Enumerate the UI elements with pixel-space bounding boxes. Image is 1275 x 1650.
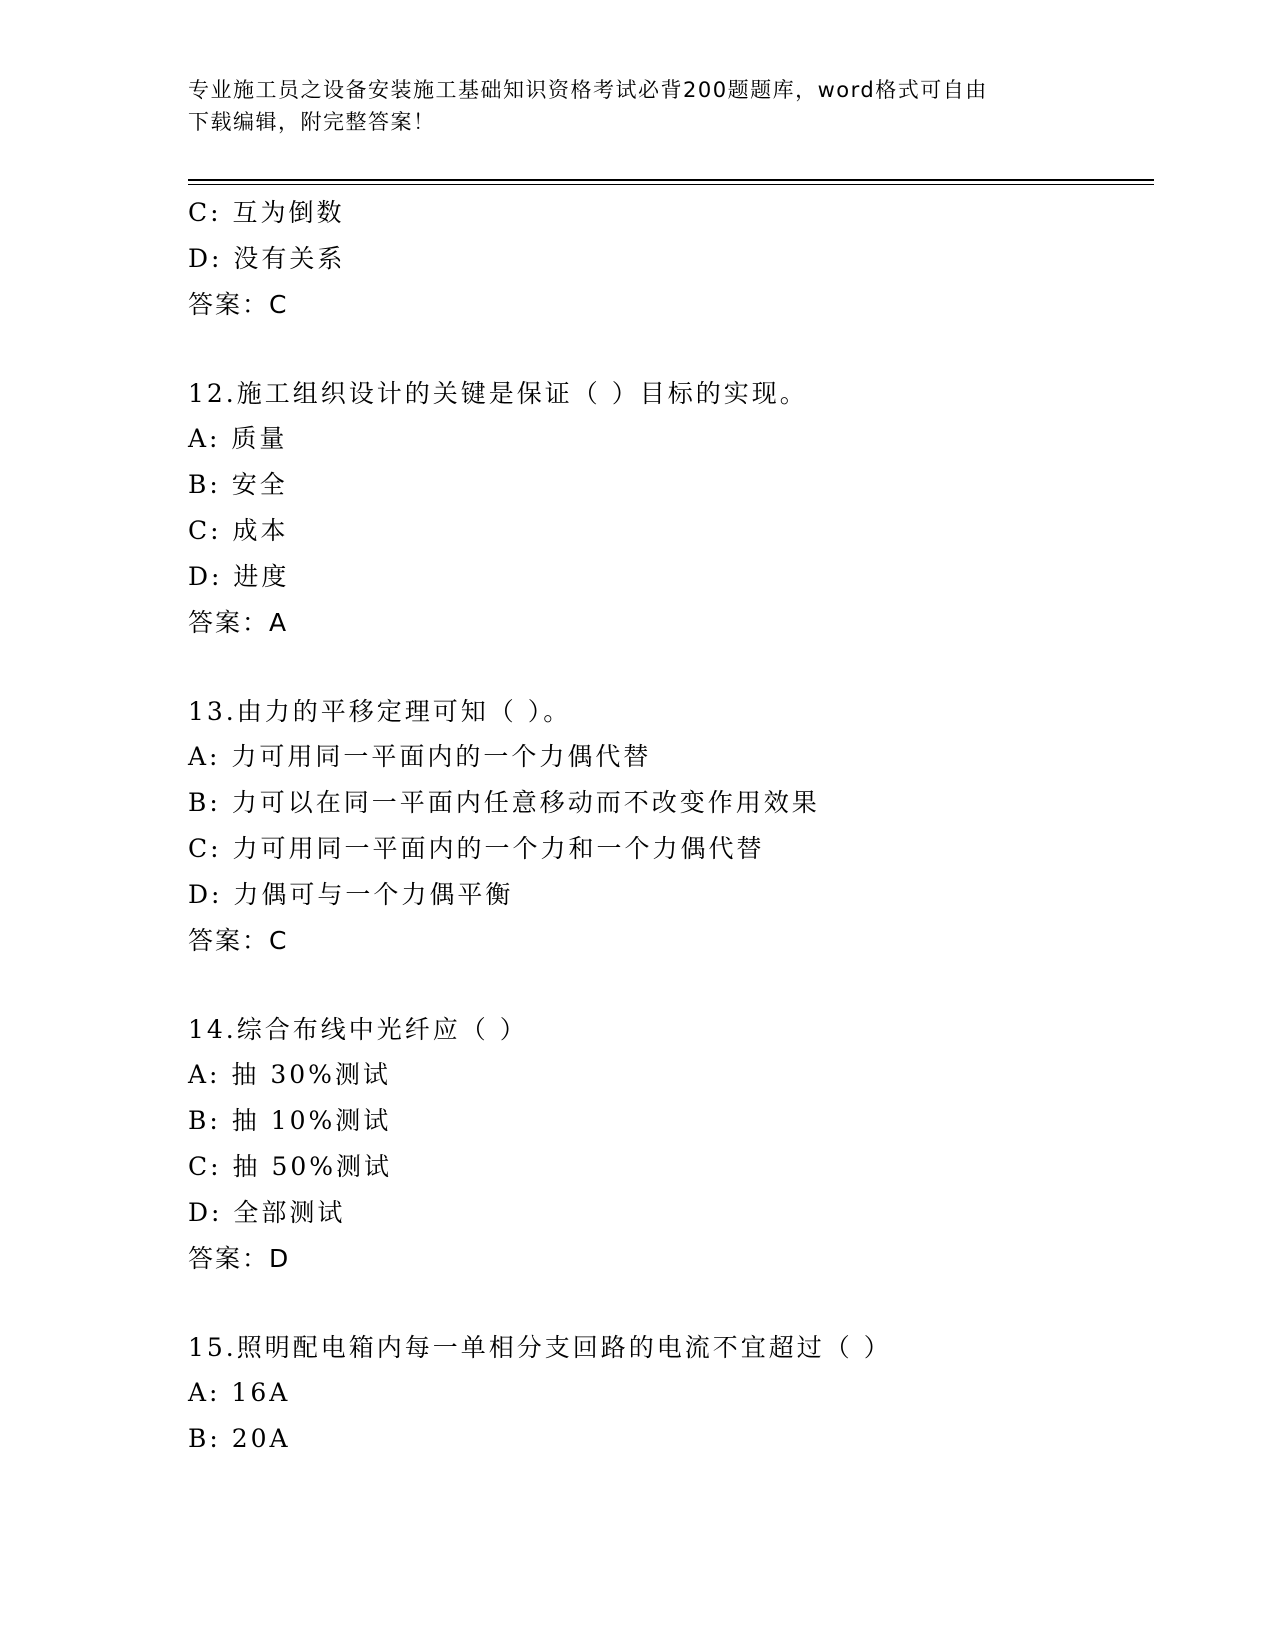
option-b: B: 20A [188,1424,291,1454]
option-d: D: 进度 [188,561,290,591]
header-divider-thick [188,179,1154,181]
question-13 [188,689,1148,964]
header-line-2: 下载编辑，附完整答案！ [188,110,436,134]
option-b: B: 安全 [188,470,288,500]
answer-line: 答案：C [188,925,289,955]
option-b: B: 抽 10%测试 [188,1106,392,1136]
option-a: A: 质量 [188,424,288,454]
header-line-1: 专业施工员之设备安装施工基础知识资格考试必背200题题库，word格式可自由 [188,78,988,102]
question-14 [188,1007,1148,1282]
option-d: D: 没有关系 [188,243,346,273]
option-d: D: 力偶可与一个力偶平衡 [188,879,514,909]
answer-line: 答案：A [188,607,289,637]
question-list [188,190,1148,1462]
question-stem: 12.施工组织设计的关键是保证（ ）目标的实现。 [188,378,808,408]
question-stem: 13.由力的平移定理可知（ ）。 [188,696,572,726]
question-11-continued [188,190,1148,328]
question-stem: 15.照明配电箱内每一单相分支回路的电流不宜超过（ ） [188,1332,892,1362]
option-a: A: 力可用同一平面内的一个力偶代替 [188,742,652,772]
option-d: D: 全部测试 [188,1197,346,1227]
spacer [188,964,1148,1007]
spacer [188,1282,1148,1325]
spacer [188,328,1148,371]
document-header [188,74,1088,138]
question-15 [188,1325,1148,1462]
answer-line: 答案：D [188,1243,291,1273]
option-c: C: 成本 [188,515,289,545]
option-a: A: 抽 30%测试 [188,1060,391,1090]
spacer [188,646,1148,689]
question-12 [188,371,1148,646]
option-b: B: 力可以在同一平面内任意移动而不改变作用效果 [188,788,820,818]
answer-line: 答案：C [188,289,289,319]
option-c: C: 互为倒数 [188,198,345,227]
question-stem: 14.综合布线中光纤应（ ） [188,1014,528,1044]
option-a: A: 16A [188,1378,291,1408]
option-c: C: 力可用同一平面内的一个力和一个力偶代替 [188,833,765,863]
header-divider-thin [188,184,1154,185]
option-c: C: 抽 50%测试 [188,1151,393,1181]
